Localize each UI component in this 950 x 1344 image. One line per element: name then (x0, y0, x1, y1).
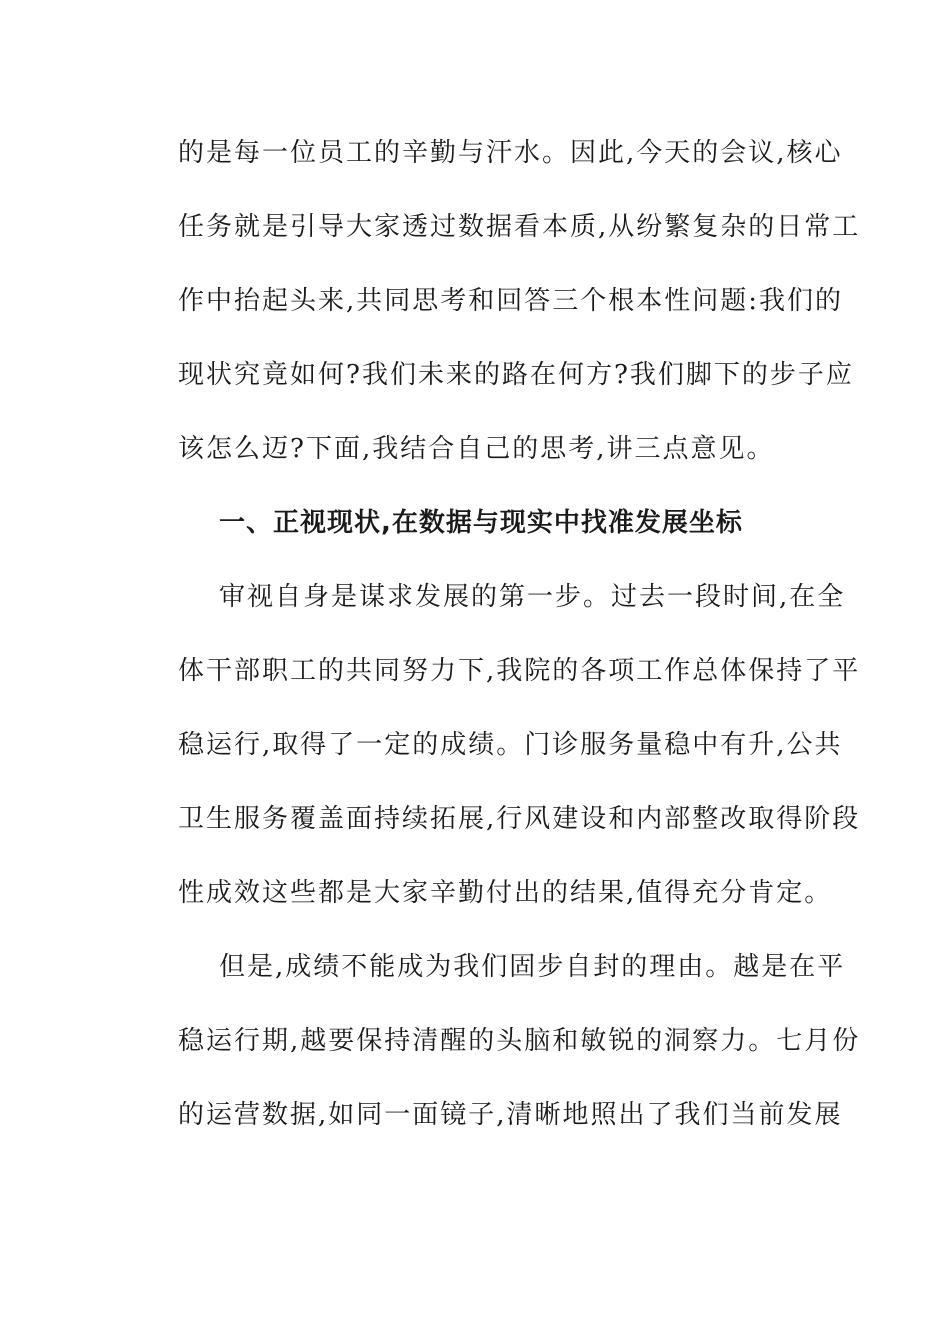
section-heading: 一、正视现状,在数据与现实中找准发展坐标 (219, 508, 743, 538)
paragraph-line: 卫生服务覆盖面持续拓展,行风建设和内部整改取得阶段 (178, 804, 861, 834)
paragraph-line: 性成效这些都是大家辛勤付出的结果,值得充分肯定。 (178, 878, 833, 908)
document-body (178, 128, 861, 1164)
paragraph-line: 稳运行,取得了一定的成绩。门诊服务量稳中有升,公共 (178, 730, 843, 760)
paragraph-line: 的运营数据,如同一面镜子,清晰地照出了我们当前发展 (178, 1100, 843, 1130)
paragraph-line: 的是每一位员工的辛勤与汗水。因此,今天的会议,核心 (178, 138, 843, 168)
paragraph-line: 体干部职工的共同努力下,我院的各项工作总体保持了平 (178, 656, 861, 686)
paragraph-line: 但是,成绩不能成为我们固步自封的理由。越是在平 (219, 952, 846, 982)
paragraph-line: 作中抬起头来,共同思考和回答三个根本性问题:我们的 (178, 286, 844, 316)
paragraph-line: 该怎么迈?下面,我结合自己的思考,讲三点意见。 (178, 434, 775, 464)
paragraph-line: 任务就是引导大家透过数据看本质,从纷繁复杂的日常工 (178, 212, 861, 242)
paragraph-line: 现状究竟如何?我们未来的路在何方?我们脚下的步子应 (178, 360, 854, 390)
paragraph-line: 稳运行期,越要保持清醒的头脑和敏锐的洞察力。七月份 (178, 1026, 861, 1056)
paragraph-line: 审视自身是谋求发展的第一步。过去一段时间,在全 (219, 582, 846, 612)
